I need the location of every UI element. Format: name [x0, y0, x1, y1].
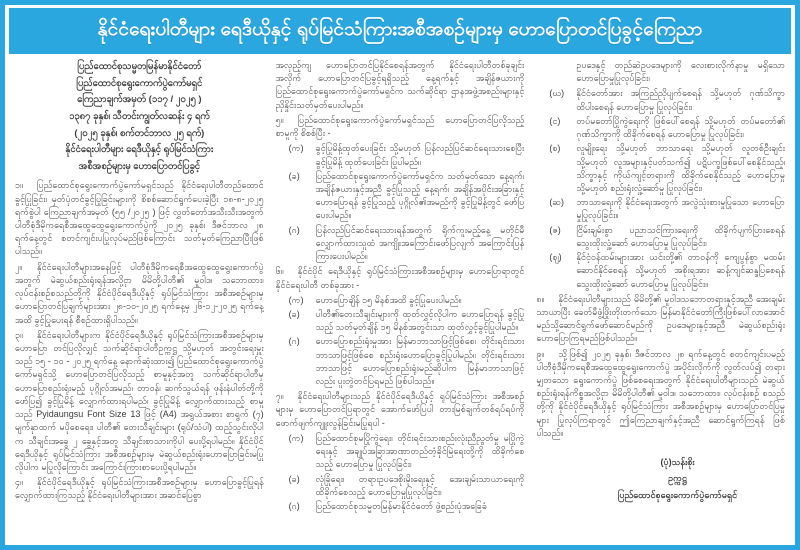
list-item: [289, 294, 525, 307]
paragraph-number: ၇။: [275, 391, 284, 402]
paragraph-4-continued: အလှည့်ကျ ဟောပြောတင်ပြနိုင်စေရန်အတွက် နိုင်ငံရေးပါတီတစ်ခုချင်းအလိုက် ဟောပြောတင်ပြခွင့်ရရှိသည့် နေ့ရက်နှင့် အချိန်ဇယားကို ပြည်ထောင်စုရွေးကောက်ပွဲကော်မရှင်က သက်ဆိုင်ရာ ဌာနအဖွဲ့အစည်းများနှင့် ညှိနှိုင်းသတ်မှတ်ပေးပါမည်။: [275, 60, 525, 110]
item-text: ခွင့်ပြုမိန့်ထုတ်ပေးခြင်း သို့မဟုတ် ပြန်လည်ပြင်ဆင်ရေးသားစေပြီး ခွင့်ပြုမိန့် ထုတ်ပေးခြင်း ပြုပါမည်။: [315, 143, 525, 167]
list-item: [289, 500, 525, 513]
paragraph-text: ပြည်ထောင်စုရွေးကောက်ပွဲကော်မရှင်သည် နိုင်ငံရေးပါတီတည်ထောင်ခွင့်ပြုခြင်း၊ မှတ်ပုံတင်ခွင့်ပြုခြင်းများကို စိစစ်ဆောင်ရွက်ပေးခဲ့ပြီး ၁၈-၈-၂၀၂၅ ရက်စွဲပါ ကြေညာချက်အမှတ် (၅၅ /၂၀၂၅ ) ဖြင့် လွှတ်တော်အသီးသီးအတွက် ပါတီစုံဒီမိုကရေစီအထွေထွေရွေးကောက်ပွဲကို ၂၀၂၅ ခုနှစ်၊ ဒီဇင်ဘာလ ၂၈ ရက်နေ့တွင် စတင်ကျင်းပပြုလုပ်မည်ဖြစ်ကြောင်း သတ်မှတ်ကြေညာပြီးဖြစ်ပါသည်။: [15, 180, 264, 257]
item-text: လူမျိုးရေး သို့မဟုတ် ဘာသာရေး သို့မဟုတ် လူတစ်ဦးချင်း သို့မဟုတ် လူအများနှင့်ပတ်သက်၍ ပဋိပက္ခဖြစ်ပေါ်စေနိုင်သည့်၊ သိက္ခာနှင့် ကိုယ်ကျင့်တရားကို ထိခိုက်စေနိုင်သည့် ဟောပြောမှု သို့မဟုတ် စည်းရုံးလှုံ့ဆော်မှု ပြုလုပ်ခြင်း၊: [576, 143, 786, 193]
masthead-subject-line-1: နိုင်ငံရေးပါတီများ ရေဒီယိုနှင့် ရုပ်မြင်သံကြား: [65, 144, 214, 156]
masthead-gregorian-date: (၂၀၂၅ ခုနှစ်၊ စက်တင်ဘာလ ၂၅ ရက်): [74, 127, 205, 139]
paragraph-number: ၂။: [15, 261, 23, 272]
item-label: (ခ): [288, 170, 300, 181]
signature-block: [570, 454, 785, 503]
paragraph-text: သို့ဖြစ်၍ ၂၀၂၅ ခုနှစ်၊ ဒီဇင်ဘာလ ၂၈ ရက်နေ့တွင် စတင်ကျင်းပမည့် ပါတီစုံဒီမိုကရေစီအထွေထွေရွေးကောက်ပွဲ အပိုင်းလိုက်ကို လွတ်လပ်၍ တရားမျှတသော ရွေးကောက်ပွဲ ဖြစ်စေရေးအတွက် နိုင်ငံရေးပါတီများသည် မဲဆွယ်စည်းရုံးရန်ကိစ္စအလို့ငှာ မိမိတို့ပါတီ၏ မူဝါဒ၊ သဘောထား၊ လုပ်ငန်းစဉ် စသည်တို့ကို နိုင်ငံပိုင်ရေဒီယိုနှင့် ရုပ်မြင်သံကြား အစီအစဉ်များမှ ဟောပြောတင်ပြမှုများ ပြုလုပ်ကြရာတွင် ဤကြေညာချက်နှင့်အညီ ဆောင်ရွက်ကြရန် ဖြစ်ပါသည်။: [536, 348, 786, 438]
item-text: ဟောပြောချိန် ၁၅ မိနစ်အထိ ခွင့်ပြုပေးပါမည်။: [315, 294, 462, 305]
item-label: (က): [288, 143, 304, 154]
column-1: [15, 59, 264, 541]
paragraph-1: [15, 179, 264, 258]
item-text: နိုင်ငံတော်အား အကြည်ညိုပျက်စေရန် သို့မဟုတ် ဂုဏ်သိက္ခာထိပါးစေရန် ဟောပြောမှု ပြုလုပ်ခြင်း၊: [576, 88, 786, 112]
paragraph-5: [276, 114, 525, 140]
paragraph-7-items-continued: [536, 87, 785, 290]
list-item: [289, 432, 525, 472]
masthead-commission-line: ပြည်ထောင်စုရွေးကောက်ပွဲကော်မရှင်: [76, 77, 203, 89]
paragraph-number: ၁။: [15, 180, 23, 191]
paragraph-number: ၄။: [15, 477, 23, 488]
paragraph-text: နိုင်ငံပိုင် ရေဒီယိုနှင့် ရုပ်မြင်သံကြားအစီအစဉ်များမှ ဟောပြောရာတွင် နိုင်ငံရေးပါတီ တစ်ခုအား -: [275, 266, 525, 290]
paragraph-text: နိုင်ငံရေးပါတီများသည် မိမိတို့၏ မူဝါဒသဘောတရားနှင့်အညီ အေးချမ်းသာယာပြီး ခေတ်မီဖွံ့ဖြိုးတိုးတက်သော မြန်မာနိုင်ငံတော်ကြီးဖြစ်ပေါ်လာအောင် မည်သို့ဆောင်ရွက်ဖော်ဆောင်မည်ကို ဥပဒေများနှင့်အညီ မဲဆွယ်စည်းရုံး ဟောပြောကြရမည်ဖြစ်ပါသည်။: [536, 293, 786, 344]
paragraph-7: [276, 390, 525, 430]
column-2: [276, 59, 525, 541]
document-body: [9, 57, 791, 541]
item-text: ပြည်ထောင်စုမပြိုကွဲရေး၊ တိုင်းရင်းသားစည်းလုံးညီညွတ်မှု မပြိုကွဲရေးနှင့် အချုပ်အခြာအာဏာတည်တံ့ခိုင်မြဲရေးတို့ကို ထိခိုက်စေသည့် ဟောပြောမှု ပြုလုပ်ခြင်း၊: [315, 432, 525, 470]
masthead-subject-line-2: အစီအစဉ်များမှ ဟောပြောတင်ပြခွင့်: [78, 160, 201, 172]
list-item: [289, 170, 525, 223]
list-item: [549, 115, 785, 141]
masthead-state-line: ပြည်ထောင်စုသမ္မတမြန်မာနိုင်ငံတော်: [77, 61, 202, 72]
paragraph-8: [536, 293, 785, 346]
item-g-continued: ဥပဒေနှင့် တည်ဆဲဥပဒေများကို လေးစားလိုက်နာမှု မရှိသော ဟောပြောမှုပြုလုပ်ခြင်း၊: [576, 60, 786, 84]
paragraph-7-items: [276, 432, 525, 513]
paragraph-text: နိုင်ငံရေးပါတီများက နိုင်ငံပိုင်ရေဒီယိုနှင့် ရုပ်မြင်သံကြားအစီအစဉ်များမှ ဟောပြော တင်ပြလိုလျှင် သက်ဆိုင်ရာပါတီဥက္ကဋ္ဌ သို့မဟုတ် အတွင်းရေးမှူးသည် ၁၅ - ၁၀ - ၂၀၂၅ ရက်နေ့ နောက်ဆုံးထား၍ ပြည်ထောင်စုရွေးကောက်ပွဲကော်မရှင်သို့ ဟောပြောတင်ပြလိုသည့် စာမူနှင့်အတူ သက်ဆိုင်ရာပါတီမှ ဟောပြောစည်းရုံးမည့် ပုဂ္ဂိုလ်အမည်၊ တာဝန်၊ ဆက်သွယ်ရန် ဖုန်းနံပါတ်တို့ကိုဖော်ပြ၍ ခွင့်ပြုမိန့် လျှောက်ထားရပါမည်၊ ခွင့်ပြုမိန့် လျှောက်ထားသည့် စာမူသည် Pyidaungsu Font Size 13 ဖြင့် (A4) အရွယ်အစား စာရွက် (၇) မျက်နှာထက် မပိုစေရေး၊ ပါတီ၏ တေးသီချင်းများ (ရုပ်/သံပါ) ထည့်သွင်းလိုပါက သီချင်းအခွေ ၂ ခွေနှင့်အတူ သီချင်းစာသားကိုပါ ပေးပို့ရပါမည်။ နိုင်ငံပိုင်ရေဒီယိုနှင့် ရုပ်မြင်သံကြား အစီအစဉ်များမှ မဲဆွယ်စည်းရုံးဟောပြောခြင်းမပြုလိုပါက မပြုလိုကြောင်း အကြောင်းကြားစာပေးပို့ရပါမည်။: [15, 329, 264, 472]
masthead-announcement-number: ကြေညာချက်အမှတ် (၁၁၇ / ၂၀၂၅ ): [77, 94, 202, 106]
item-label: (ခ): [288, 473, 300, 484]
item-text: ပြည်ထောင်စုသမ္မတမြန်မာနိုင်ငံတော် ဖွဲ့စည်းပုံအခြေခံ: [315, 501, 487, 511]
item-label: (စ): [549, 143, 561, 154]
list-item: [549, 87, 785, 113]
item-text: ဟောပြောစည်းရုံးမှုအား မြန်မာဘာသာဖြင့်ဖြစ်စေ၊ တိုင်းရင်းသားဘာသာဖြင့်ဖြစ်စေ စည်းရုံးဟောပြောခွင့်ပြုပါမည်။ တိုင်းရင်းသားဘာသာဖြင့် ဟောပြောစည်းရုံးမည်ဆိုပါက မြန်မာဘာသာဖြင့်လည်း ပူးတွဲတင်ပြရမည် ဖြစ်ပါသည်။: [315, 336, 525, 387]
signature-name: (ပုံ)သန်းစိုး: [660, 457, 695, 468]
paragraph-6-items: [276, 294, 525, 389]
list-item: [549, 224, 785, 250]
masthead-myanmar-date: ၁၃၈၇ ခုနှစ်၊ သီတင်းကျွတ်လဆန်း ၄ ရက်: [68, 110, 210, 122]
item-label: (ခ): [288, 308, 300, 319]
item-text: ဘာသာရေးကို နိုင်ငံရေးအတွက် အလွဲသုံးစားမှုပြုသော ဟောပြောမှုပြုလုပ်ခြင်း။: [576, 197, 786, 221]
item-label: (ဂ): [288, 501, 300, 511]
banner-title: နိုင်ငံရေးပါတီများ ရေဒီယိုနှင့် ရုပ်မြင်သံကြားအစီအစဉ်များမှ ဟောပြောတင်ပြခွင့်ကြေညာ: [97, 19, 703, 40]
column-3: [536, 59, 785, 541]
paragraph-3: [15, 329, 264, 474]
paragraph-number: ၈။: [536, 293, 545, 304]
banner: [9, 8, 791, 54]
paragraph-number: ၉။: [536, 348, 545, 359]
item-text: နိုင်ငံ့ဝန်ထမ်းများအား ယင်းတို့၏ တာဝန်ကို ကျေပွန်စွာ မထမ်းဆောင်နိုင်စေရန် သို့မဟုတ် အစိုးရအား ဆန့်ကျင်ဆန္ဒပြစေရန် သွေးထိုးလှုံ့ဆော် ဟောပြောမှု ပြုလုပ်ခြင်း။: [576, 252, 786, 289]
paragraph-5-items: [276, 142, 525, 263]
paragraph-text: နိုင်ငံပိုင်ရေဒီယိုနှင့် ရုပ်မြင်သံကြားအစီအစဉ်များမှ ဟောပြောခွင့်ပြုရန် လျှောက်ထားကြသည့် နိုင်ငံရေးပါတီများအား အဆင်ပြေစွာ: [15, 477, 264, 501]
item-label: (ဇ): [549, 224, 561, 235]
list-item: [289, 308, 525, 334]
paragraph-number: ၅။: [275, 114, 284, 125]
paragraph-4: [15, 476, 264, 502]
item-label: (ဃ): [549, 88, 565, 99]
item-text: ငြိမ်းချမ်းစွာ ပညာသင်ကြားရေးကို ထိခိုက်ပျက်ပြားစေရန် သွေးထိုးလှုံ့ဆော် ဟောပြောမှု ပြုလုပ်ခြင်း၊: [576, 224, 786, 248]
list-item: [289, 335, 525, 388]
list-item: [289, 224, 525, 264]
paragraph-number: ၃။: [15, 329, 23, 340]
paragraph-2: [15, 261, 264, 327]
item-label: (ဈ): [549, 252, 562, 263]
signature-title: ဥက္ကဋ္ဌ: [668, 473, 687, 484]
paragraph-text: နိုင်ငံရေးပါတီများအနေဖြင့် ပါတီစုံဒီမိုကရေစီအထွေထွေရွေးကောက်ပွဲအတွက် မဲဆွယ်စည်းရုံးရန်အလို့ငှာ မိမိတို့ပါတီ၏ မူဝါဒ၊ သဘောထား၊ လုပ်ငန်းစဉ်စသည်တို့ကို နိုင်ငံပိုင်ရေဒီယိုနှင့် ရုပ်မြင်သံကြား အစီအစဉ်များမှ ဟောပြောတင်ပြချက်များအား ၂၈-၁၀-၂၀၂၅ ရက်နေ့မှ ၂၆-၁၂-၂၀၂၅ ရက်နေ့အထိ ခွင့်ပြုပေးရန် စီစဉ်ထားရှိပါသည်။: [15, 261, 264, 325]
item-text: ပါတီ၏တေးသီချင်းများကို ထုတ်လွှင့်လိုပါက ဟောပြောရန် ခွင့်ပြုသည့် သတ်မှတ်ချိန် ၁၅ မိနစ်အတွင်းသာ ထုတ်လွှင့်ခွင့်ပြုပါမည်။: [315, 308, 525, 333]
paragraph-9: [536, 348, 785, 441]
item-text: တပ်မတော်ပြိုကွဲရေးကို ဖြစ်ပေါ်စေရန် သို့မဟုတ် တပ်မတော်၏ ဂုဏ်သိက္ခာကို ထိခိုက်စေရန် ဟောပြောမှု ပြုလုပ်ခြင်း၊: [576, 115, 786, 140]
item-text: ပြန်လည်ပြင်ဆင်ရေးသားရန်အတွက် ရိုက်ကူးမည့်နေ့ မတိုင်မီ လျှောက်ထားသူထံ အကျိုးအကြောင်းဖော်ပြလျက် အကြောင်းပြန်ကြားပေးပါမည်။: [315, 224, 525, 262]
paragraph-text: နိုင်ငံရေးပါတီများသည် နိုင်ငံပိုင်ရေဒီယိုနှင့် ရုပ်မြင်သံကြား အစီအစဉ်များမှ ဟောပြောတင်ပြရာတွင် အောက်ဖော်ပြပါ တားမြစ်ချက်တစ်ရပ်ရပ်ကို ဖောက်ဖျက်ကျူးလွန်ခြင်းမပြုရပါ -: [275, 391, 525, 428]
paragraph-number: ၆။: [275, 266, 284, 277]
list-item: [289, 473, 525, 499]
item-text: ပြည်ထောင်စုရွေးကောက်ပွဲကော်မရှင်က သတ်မှတ်သော နေ့ရက်၊ အချိန်ဇယားနှင့်အညီ ခွင့်ပြုသည့် နေ့ရက်၊ အချိန်အပိုင်းအခြားနှင့် ဟောပြောရန် ခွင့်ပြုသည့် ပုဂ္ဂိုလ်၏အမည်ကို ခွင့်ပြုမိန့်တွင် ဖော်ပြပေးပါမည်။: [315, 170, 525, 221]
item-label: (င): [549, 115, 561, 126]
paragraph-6: [276, 265, 525, 291]
item-label: (ဆ): [549, 197, 565, 208]
item-text: လုံခြုံရေး၊ တရားဥပဒေစိုးမိုးရေးနှင့် အေးချမ်းသာယာရေးကို ထိခိုက်စေသည့် ဟောပြောမှုပြုလုပ်ခြင်း၊: [315, 473, 525, 497]
item-label: (ဂ): [288, 336, 300, 347]
list-item: [549, 142, 785, 195]
list-item: [549, 196, 785, 222]
masthead: [15, 59, 264, 175]
item-label: (က): [288, 432, 304, 443]
list-item: [549, 251, 785, 291]
paragraph-text: ပြည်ထောင်စုရွေးကောက်ပွဲကော်မရှင်သည် ဟောပြောတင်ပြလိုသည့်စာမူကို စိစစ်ပြီး -: [275, 114, 525, 139]
list-item: [289, 142, 525, 168]
item-label: (ဂ): [288, 224, 300, 235]
item-label: (က): [288, 294, 304, 305]
signature-organization: ပြည်ထောင်စုရွေးကောက်ပွဲကော်မရှင်: [617, 489, 738, 500]
